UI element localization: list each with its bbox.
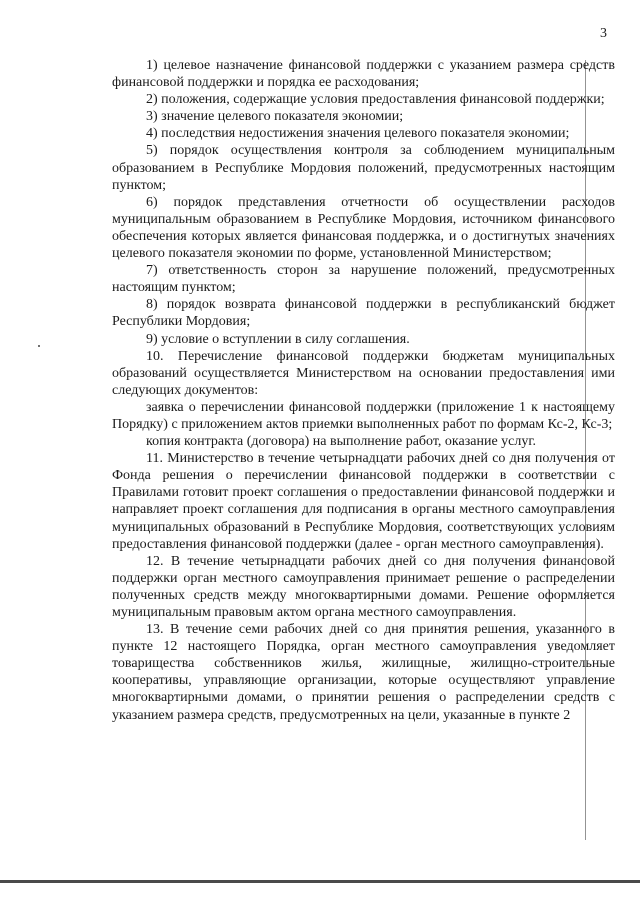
- paragraph-section-11: 11. Министерство в течение четырнадцати рабочих дней со дня получения от Фонда решения о перечислении финансовой поддержки в соответствии с Правилами готовит проект соглашения о предоставлении финансовой поддержки и направляет проект соглашения для подписания в органы местного самоуправления муниципальных образований в Республике Мордовия, соответствующих условиям предоставления финансовой поддержки (далее - орган местного самоуправления).: [112, 451, 615, 552]
- page-number: 3: [600, 26, 607, 41]
- paragraph-section-13: 13. В течение семи рабочих дней со дня принятия решения, указанного в пункте 12 настоящего Порядка, орган местного самоуправления уведомляет товарищества собственников жилья, жилищные, жилищно-строительные кооперативы, управляющие организации, которые осуществляют управление многоквартирными домами, о принятии решения о распределении средств с указанием размера средств, предусмотренных на цели, указанные в пункте 2: [112, 622, 615, 723]
- paragraph-item-7: 7) ответственность сторон за нарушение положений, предусмотренных настоящим пунктом;: [112, 263, 615, 296]
- paragraph-item-8: 8) порядок возврата финансовой поддержки в республиканский бюджет Республики Мордовия;: [112, 297, 615, 330]
- paragraph-section-12: 12. В течение четырнадцати рабочих дней со дня получения финансовой поддержки орган местного самоуправления принимает решение о распределении полученных средств между многоквартирными домами. Решение оформляется муниципальным правовым актом органа местного самоуправления.: [112, 553, 615, 620]
- paragraph-request-form: заявка о перечислении финансовой поддержки (приложение 1 к настоящему Порядку) с приложением актов приемки выполненных работ по формам Кс-2, Кс-3;: [112, 399, 615, 432]
- paragraph-item-1: 1) целевое назначение финансовой поддержки с указанием размера средств финансовой поддержки и порядка ее расходования;: [112, 58, 615, 91]
- scan-bottom-edge: [0, 880, 640, 883]
- paragraph-item-3: 3) значение целевого показателя экономии;: [146, 109, 404, 125]
- paragraph-item-4: 4) последствия недостижения значения целевого показателя экономии;: [146, 126, 570, 142]
- paragraph-contract-copy: копия контракта (договора) на выполнение работ, оказание услуг.: [146, 434, 537, 450]
- paragraph-section-10: 10. Перечисление финансовой поддержки бюджетам муниципальных образований осуществляется Министерством на основании предоставления ими следующих документов:: [112, 348, 615, 398]
- paragraph-item-2: 2) положения, содержащие условия предоставления финансовой поддержки;: [146, 92, 605, 108]
- paragraph-item-9: 9) условие о вступлении в силу соглашения.: [146, 331, 410, 347]
- paragraph-item-5: 5) порядок осуществления контроля за соблюдением муниципальным образованием в Республике Мордовия положений, предусмотренных настоящим пунктом;: [112, 143, 615, 193]
- paragraph-item-6: 6) порядок представления отчетности об осуществлении расходов муниципальным образованием в Республике Мордовия, источником финансового обеспечения которых является финансовая поддержка, и о достигнутых значениях целевого показателя экономии по форме, установленной Министерством;: [112, 194, 615, 262]
- document-body: [112, 57, 615, 724]
- scan-speck: [38, 345, 40, 347]
